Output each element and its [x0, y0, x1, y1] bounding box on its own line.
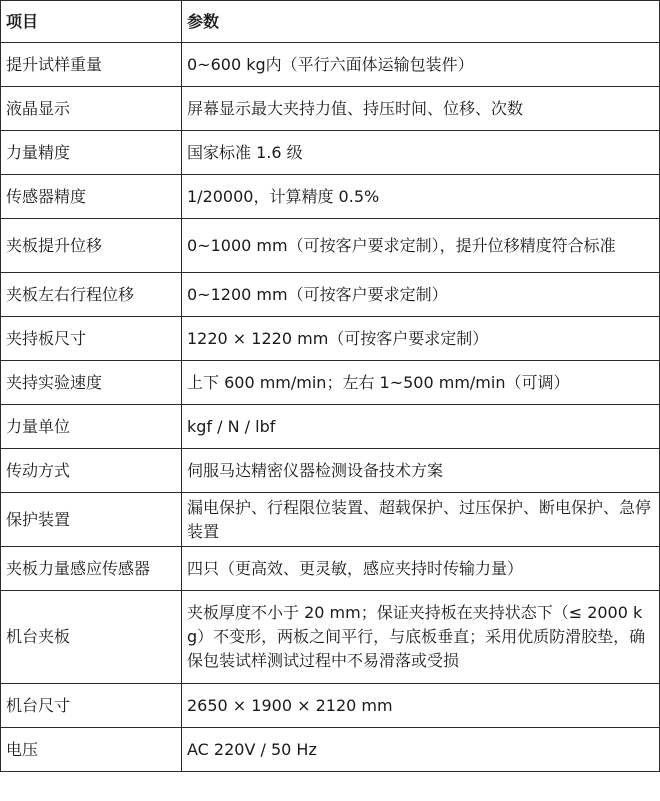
table-row	[1, 43, 660, 87]
row-value: 伺服马达精密仪器检测设备技术方案	[182, 449, 660, 493]
row-item: 保护装置	[1, 493, 182, 547]
table-row	[1, 493, 660, 547]
row-item: 传动方式	[1, 449, 182, 493]
table-row	[1, 361, 660, 405]
table-row	[1, 547, 660, 591]
row-value: 2650 × 1900 × 2120 mm	[182, 684, 660, 728]
table-row	[1, 87, 660, 131]
row-value: 四只（更高效、更灵敏，感应夹持时传输力量）	[182, 547, 660, 591]
row-item: 传感器精度	[1, 175, 182, 219]
row-item: 夹板左右行程位移	[1, 273, 182, 317]
row-value: 1/20000，计算精度 0.5%	[182, 175, 660, 219]
table-row	[1, 449, 660, 493]
row-item: 机台尺寸	[1, 684, 182, 728]
row-item: 夹持实验速度	[1, 361, 182, 405]
row-item: 电压	[1, 728, 182, 772]
table-row	[1, 219, 660, 273]
row-value: 0~1000 mm（可按客户要求定制），提升位移精度符合标准	[182, 219, 660, 273]
row-value: 夹板厚度不小于 20 mm；保证夹持板在夹持状态下（≤ 2000 kg）不变形，两板之间平行，与底板垂直；采用优质防滑胶垫，确保包装试样测试过程中不易滑落或受损	[182, 591, 660, 684]
row-item: 提升试样重量	[1, 43, 182, 87]
table-row	[1, 273, 660, 317]
row-item: 夹持板尺寸	[1, 317, 182, 361]
row-item: 夹板提升位移	[1, 219, 182, 273]
table-row	[1, 317, 660, 361]
row-value: AC 220V / 50 Hz	[182, 728, 660, 772]
header-item: 项目	[1, 1, 182, 43]
table-row	[1, 728, 660, 772]
row-item: 力量精度	[1, 131, 182, 175]
table-row	[1, 591, 660, 684]
row-item: 液晶显示	[1, 87, 182, 131]
table-header-row	[1, 1, 660, 43]
row-value: 0~1200 mm（可按客户要求定制）	[182, 273, 660, 317]
table-row	[1, 131, 660, 175]
row-value: 1220 × 1220 mm（可按客户要求定制）	[182, 317, 660, 361]
row-value: 国家标准 1.6 级	[182, 131, 660, 175]
row-value: 漏电保护、行程限位装置、超载保护、过压保护、断电保护、急停装置	[182, 493, 660, 547]
row-item: 力量单位	[1, 405, 182, 449]
header-value: 参数	[182, 1, 660, 43]
row-item: 机台夹板	[1, 591, 182, 684]
table-row	[1, 405, 660, 449]
row-value: 屏幕显示最大夹持力值、持压时间、位移、次数	[182, 87, 660, 131]
row-value: 上下 600 mm/min；左右 1~500 mm/min（可调）	[182, 361, 660, 405]
table-row	[1, 684, 660, 728]
row-value: 0~600 kg内（平行六面体运输包装件）	[182, 43, 660, 87]
row-value: kgf / N / lbf	[182, 405, 660, 449]
row-item: 夹板力量感应传感器	[1, 547, 182, 591]
table-row	[1, 175, 660, 219]
